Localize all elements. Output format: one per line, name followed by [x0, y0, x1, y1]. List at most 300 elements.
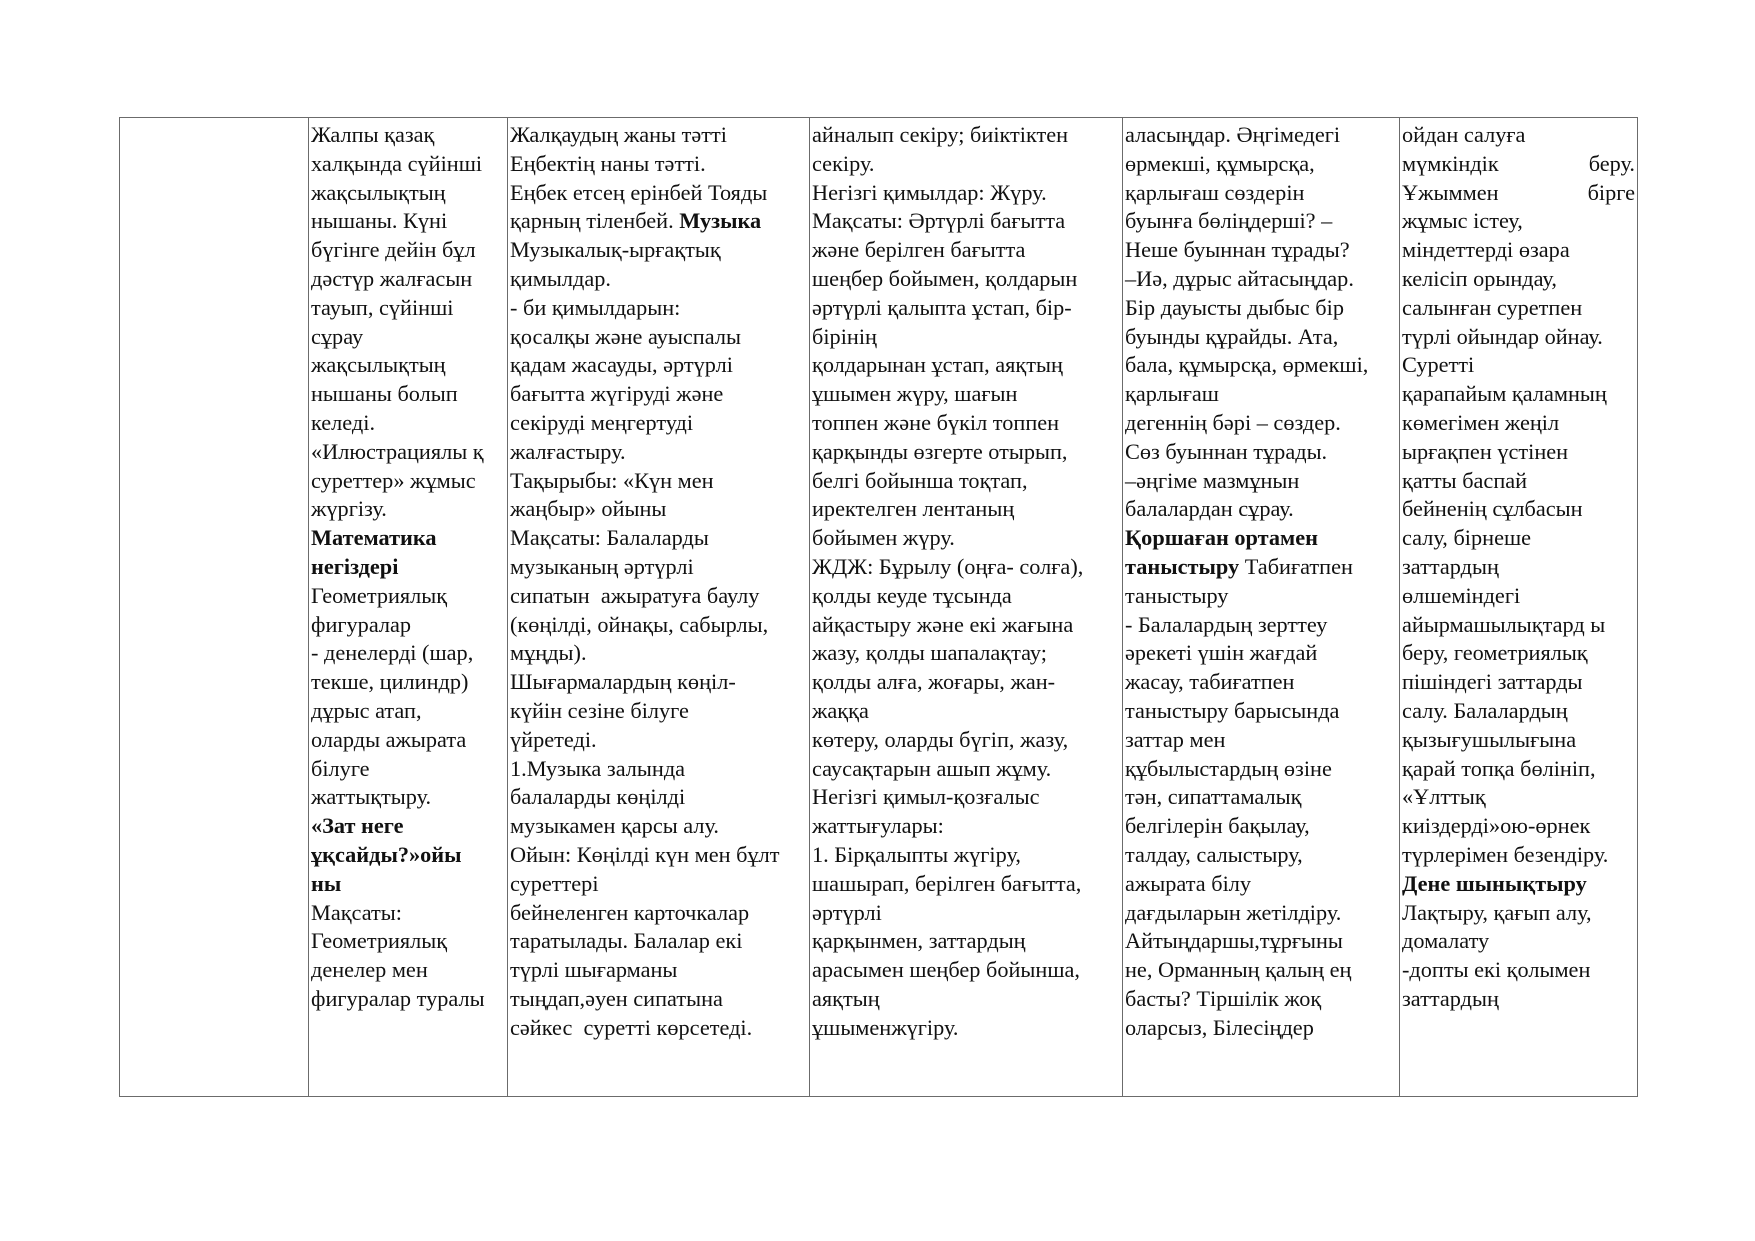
- text-segment: Ойын: Көңілді күн мен бұлт: [510, 841, 780, 867]
- text-line: [1402, 294, 1635, 323]
- text-segment: жақсылықтың: [311, 179, 446, 205]
- text-segment: аласыңдар. Әңгімедегі: [1125, 122, 1341, 147]
- text-segment: әртүрлі қалыпта ұстап, бір-: [812, 294, 1072, 320]
- text-segment: айырмашылықтард ы: [1402, 611, 1606, 637]
- text-segment: бала, құмырсқа, өрмекші,: [1125, 352, 1369, 378]
- text-line: [1402, 409, 1635, 438]
- text-line: [1402, 524, 1635, 553]
- text-line: [812, 150, 1120, 179]
- text-line: [1402, 265, 1635, 294]
- text-line: [812, 870, 1120, 899]
- text-line: [510, 207, 807, 236]
- text-segment: салу, бірнеше: [1402, 525, 1532, 551]
- text-segment: қатты баспай: [1402, 467, 1528, 493]
- text-segment: секіруді меңгертуді: [510, 409, 694, 435]
- text-line: [510, 438, 807, 467]
- lesson-plan-table: [119, 117, 1638, 1097]
- text-line: [510, 668, 807, 697]
- bold-text-segment: Математика: [311, 525, 437, 551]
- text-segment: буынды құрайды. Ата,: [1125, 323, 1339, 349]
- text-segment: бағытта жүгіруді және: [510, 381, 724, 407]
- text-line: [1402, 150, 1635, 179]
- text-segment: түрлі шығарманы: [510, 957, 678, 983]
- text-segment: Ұжыммен: [1402, 179, 1499, 205]
- text-segment: суреттер» жұмыс: [311, 467, 476, 493]
- text-line: [1125, 812, 1397, 841]
- text-line: [311, 668, 505, 697]
- text-segment: қызығушылығына: [1402, 726, 1577, 752]
- text-segment: жасау, табиғатпен: [1125, 669, 1295, 695]
- text-line: [311, 553, 505, 582]
- text-line: [510, 1014, 807, 1043]
- text-line: [1402, 438, 1635, 467]
- text-segment: қосалқы және ауыспалы: [510, 323, 741, 349]
- text-segment: таратылады. Балалар екі: [510, 928, 743, 954]
- text-line: [1402, 639, 1635, 668]
- text-segment: белгі бойынша тоқтап,: [812, 467, 1028, 493]
- text-line: [812, 697, 1120, 726]
- text-segment: әртүрлі: [812, 899, 882, 925]
- text-segment: жаққа: [812, 697, 869, 723]
- text-line: [1402, 553, 1635, 582]
- text-segment: мүмкіндік: [1402, 150, 1499, 176]
- text-segment: - Балалардың зерттеу: [1125, 611, 1328, 637]
- text-segment: фигуралар туралы: [311, 985, 485, 1011]
- text-segment: аяқтың: [812, 985, 880, 1011]
- text-line: [1402, 380, 1635, 409]
- text-segment: өрмекші, құмырсқа,: [1125, 150, 1315, 176]
- text-segment: қарай топқа бөлініп,: [1402, 755, 1596, 781]
- text-line: [311, 841, 505, 870]
- text-segment: мұңды).: [510, 640, 587, 666]
- text-segment: домалату: [1402, 928, 1490, 954]
- text-segment: текше, цилиндр): [311, 669, 469, 695]
- text-segment: (көңілді, ойнақы, сабырлы,: [510, 611, 769, 637]
- text-line: [311, 380, 505, 409]
- text-line: [311, 495, 505, 524]
- text-line: [1125, 524, 1397, 553]
- text-line: [510, 409, 807, 438]
- text-line: [311, 870, 505, 899]
- text-segment: ойдан салуға: [1402, 122, 1526, 147]
- text-segment: жүргізу.: [311, 496, 387, 522]
- text-segment: шашырап, берілген бағытта,: [812, 870, 1082, 896]
- text-segment: саусақтарын ашып жұму.: [812, 755, 1052, 781]
- text-line: [510, 524, 807, 553]
- text-line: [812, 179, 1120, 208]
- text-line: [1125, 495, 1397, 524]
- text-segment: беру.: [1588, 150, 1635, 176]
- text-segment: өлшеміндегі: [1402, 582, 1521, 608]
- text-line: [311, 639, 505, 668]
- text-line: [1402, 697, 1635, 726]
- text-line: [812, 438, 1120, 467]
- text-line: [510, 927, 807, 956]
- text-line: [1125, 639, 1397, 668]
- text-segment: таныстыру: [1125, 582, 1229, 608]
- text-segment: бойымен жүру.: [812, 525, 955, 551]
- table-cell-col3: [810, 118, 1123, 1097]
- text-line: [510, 956, 807, 985]
- text-line: [1125, 783, 1397, 812]
- text-line: [1125, 841, 1397, 870]
- text-segment: 1.Музыка залында: [510, 755, 686, 781]
- text-line: [311, 467, 505, 496]
- text-segment: дәстүр жалғасын: [311, 265, 473, 291]
- text-segment: нышаны. Күні: [311, 208, 448, 234]
- table-cell-col1: [309, 118, 508, 1097]
- text-segment: Геометриялық: [311, 928, 448, 954]
- text-segment: қарқынды өзгерте отырып,: [812, 438, 1068, 464]
- text-line: [510, 179, 807, 208]
- text-line: [510, 553, 807, 582]
- text-segment: пішіндегі заттарды: [1402, 669, 1583, 695]
- text-segment: қадам жасауды, әртүрлі: [510, 352, 733, 378]
- text-segment: Негізгі қимылдар: Жүру.: [812, 179, 1047, 205]
- text-line: [311, 351, 505, 380]
- text-line: [1125, 553, 1397, 582]
- text-segment: үйретеді.: [510, 726, 597, 752]
- text-line: [510, 639, 807, 668]
- text-segment: таныстыру барысында: [1125, 697, 1340, 723]
- text-line: [311, 611, 505, 640]
- text-line: [311, 323, 505, 352]
- bold-text-segment: Дене шынықтыру: [1402, 870, 1587, 896]
- text-segment: заттар мен: [1125, 726, 1226, 752]
- text-line: [1402, 985, 1635, 1014]
- text-line: [1125, 121, 1397, 150]
- text-segment: –Иә, дұрыс айтасыңдар.: [1125, 265, 1354, 291]
- text-line: [1125, 467, 1397, 496]
- text-segment: көмегімен жеңіл: [1402, 409, 1560, 435]
- text-line: [510, 697, 807, 726]
- text-segment: «Ұлттық: [1402, 784, 1486, 810]
- text-line: [812, 812, 1120, 841]
- text-segment: түрлерімен безендіру.: [1402, 841, 1609, 867]
- text-segment: Суретті: [1402, 352, 1475, 378]
- text-line: [1402, 899, 1635, 928]
- text-line: [311, 150, 505, 179]
- text-line: [1125, 1014, 1397, 1043]
- text-segment: жақсылықтың: [311, 352, 446, 378]
- bold-text-segment: таныстыру: [1125, 553, 1240, 579]
- text-line: [311, 783, 505, 812]
- text-segment: құбылыстардың өзіне: [1125, 755, 1332, 781]
- text-line: [1402, 812, 1635, 841]
- text-line: [812, 927, 1120, 956]
- text-segment: қолдарынан ұстап, аяқтың: [812, 352, 1063, 378]
- text-segment: әрекеті үшін жағдай: [1125, 640, 1318, 666]
- table-cell-col0: [120, 118, 309, 1097]
- text-segment: жалғастыру.: [510, 438, 626, 464]
- text-line: [1125, 438, 1397, 467]
- bold-text-segment: Музыка: [679, 208, 762, 234]
- text-line: [1125, 668, 1397, 697]
- text-line: [510, 265, 807, 294]
- text-segment: музыканың әртүрлі: [510, 553, 694, 579]
- text-segment: келеді.: [311, 409, 376, 435]
- text-line: [1125, 380, 1397, 409]
- text-segment: дұрыс атап,: [311, 697, 422, 723]
- text-segment: бүгінге дейін бұл: [311, 237, 476, 263]
- text-segment: «Илюстрациялы қ: [311, 438, 484, 464]
- text-segment: түрлі ойындар ойнау.: [1402, 323, 1603, 349]
- text-segment: дағдыларын жетілдіру.: [1125, 899, 1342, 925]
- text-segment: белгілерін бақылау,: [1125, 813, 1310, 839]
- text-line: [812, 524, 1120, 553]
- text-segment: сипатын ажыратуға баулу: [510, 582, 760, 608]
- text-segment: не, Орманның қалың ең: [1125, 957, 1352, 983]
- text-segment: шеңбер бойымен, қолдарын: [812, 265, 1078, 291]
- bold-text-segment: Қоршаған ортамен: [1125, 525, 1318, 551]
- text-line: [510, 985, 807, 1014]
- text-segment: жаңбыр» ойыны: [510, 496, 667, 522]
- text-segment: айқастыру және екі жағына: [812, 611, 1074, 637]
- text-line: [510, 323, 807, 352]
- bold-text-segment: ұқсайды?»ойы: [311, 841, 462, 867]
- text-line: [311, 121, 505, 150]
- text-line: [812, 841, 1120, 870]
- text-segment: -допты екі қолымен: [1402, 957, 1591, 983]
- text-line: [812, 294, 1120, 323]
- text-segment: қарлығаш сөздерін: [1125, 179, 1305, 205]
- text-line: [1402, 236, 1635, 265]
- text-line: [1402, 841, 1635, 870]
- text-line: [311, 956, 505, 985]
- text-segment: фигуралар: [311, 611, 412, 637]
- text-segment: Неше буыннан тұрады?: [1125, 237, 1350, 263]
- text-line: [510, 294, 807, 323]
- text-segment: оларды ажырата: [311, 726, 467, 752]
- text-segment: қарқынмен, заттардың: [812, 928, 1026, 954]
- text-segment: буынға бөліңдерші? –: [1125, 208, 1333, 234]
- text-line: [510, 236, 807, 265]
- text-line: [1402, 323, 1635, 352]
- text-line: [1125, 351, 1397, 380]
- text-segment: - денелерді (шар,: [311, 640, 474, 666]
- text-line: [812, 121, 1120, 150]
- text-segment: бейнеленген карточкалар: [510, 899, 750, 925]
- text-segment: Геометриялық: [311, 582, 448, 608]
- text-line: [1125, 927, 1397, 956]
- text-segment: Айтыңдаршы,тұрғыны: [1125, 928, 1343, 954]
- table-cell-col4: [1123, 118, 1400, 1097]
- text-line: [812, 639, 1120, 668]
- text-segment: тауып, сүйінші: [311, 294, 454, 320]
- text-segment: ырғақпен үстінен: [1402, 438, 1569, 464]
- text-line: [311, 726, 505, 755]
- text-segment: бейненің сұлбасын: [1402, 496, 1583, 522]
- text-segment: салынған суретпен: [1402, 294, 1583, 320]
- text-line: [510, 783, 807, 812]
- text-line: [311, 524, 505, 553]
- text-segment: Лақтыру, қағып алу,: [1402, 899, 1592, 925]
- text-line: [812, 207, 1120, 236]
- text-segment: талдау, салыстыру,: [1125, 841, 1303, 867]
- text-segment: қолды кеуде тұсында: [812, 582, 1012, 608]
- text-segment: жұмыс істеу,: [1402, 208, 1523, 234]
- text-line: [1125, 726, 1397, 755]
- text-segment: Мақсаты:: [311, 899, 402, 925]
- text-line: [812, 467, 1120, 496]
- text-segment: сәйкес суретті көрсетеді.: [510, 1014, 753, 1040]
- text-line: [1125, 294, 1397, 323]
- text-segment: салу. Балалардың: [1402, 697, 1568, 723]
- text-segment: заттардың: [1402, 985, 1499, 1011]
- text-line: [311, 697, 505, 726]
- text-line: [311, 265, 505, 294]
- text-line: [812, 265, 1120, 294]
- text-line: [812, 236, 1120, 265]
- text-segment: заттардың: [1402, 553, 1499, 579]
- text-line: [510, 899, 807, 928]
- text-segment: нышаны болып: [311, 381, 458, 407]
- text-line: [1125, 899, 1397, 928]
- text-line: [510, 495, 807, 524]
- text-line: [1125, 870, 1397, 899]
- text-segment: балалардан сұрау.: [1125, 496, 1294, 522]
- text-line: [812, 380, 1120, 409]
- bold-text-segment: негіздері: [311, 553, 399, 579]
- text-line: [812, 611, 1120, 640]
- text-segment: Жалқаудың жаны тәтті: [510, 122, 727, 147]
- text-segment: Еңбек етсең ерінбей Тояды: [510, 179, 768, 205]
- text-line: [311, 438, 505, 467]
- text-line: [812, 553, 1120, 582]
- text-segment: тән, сипаттамалық: [1125, 784, 1302, 810]
- text-line: [812, 956, 1120, 985]
- text-segment: бірінің: [812, 323, 877, 349]
- text-line: [311, 409, 505, 438]
- text-segment: жаттығулары:: [812, 813, 944, 839]
- text-segment: қимылдар.: [510, 265, 611, 291]
- text-line: [510, 150, 807, 179]
- text-line: [812, 323, 1120, 352]
- text-line: [1402, 179, 1635, 208]
- text-segment: ажырата білу: [1125, 870, 1252, 896]
- text-segment: музыкамен қарсы алу.: [510, 813, 719, 839]
- text-line: [1402, 495, 1635, 524]
- text-segment: Шығармалардың көңіл-: [510, 669, 736, 695]
- text-segment: Музыкалық-ырғақтық: [510, 237, 721, 263]
- text-segment: - би қимылдарын:: [510, 294, 681, 320]
- text-line: [812, 409, 1120, 438]
- text-segment: басты? Тіршілік жоқ: [1125, 985, 1322, 1011]
- text-line: [510, 380, 807, 409]
- text-segment: суреттері: [510, 870, 599, 896]
- text-line: [812, 582, 1120, 611]
- text-line: [311, 207, 505, 236]
- text-line: [1402, 351, 1635, 380]
- text-segment: Жалпы қазақ: [311, 122, 435, 147]
- text-segment: келісіп орындау,: [1402, 265, 1557, 291]
- text-line: [1402, 927, 1635, 956]
- text-line: [1402, 582, 1635, 611]
- text-line: [812, 495, 1120, 524]
- text-line: [510, 121, 807, 150]
- text-line: [1125, 179, 1397, 208]
- text-line: [1402, 207, 1635, 236]
- text-segment: секіру.: [812, 150, 875, 176]
- text-line: [1402, 726, 1635, 755]
- text-line: [1125, 956, 1397, 985]
- text-segment: балаларды көңілді: [510, 784, 686, 810]
- text-segment: Табиғатпен: [1239, 553, 1353, 579]
- text-line: [1125, 985, 1397, 1014]
- text-segment: Тақырыбы: «Күн мен: [510, 467, 714, 493]
- text-line: [311, 899, 505, 928]
- text-line: [311, 812, 505, 841]
- text-line: [311, 985, 505, 1014]
- text-line: [1402, 611, 1635, 640]
- bold-text-segment: «Зат неге: [311, 813, 404, 839]
- text-segment: көтеру, оларды бүгіп, жазу,: [812, 726, 1069, 752]
- text-line: [510, 351, 807, 380]
- text-segment: топпен және бүкіл топпен: [812, 409, 1060, 435]
- text-line: [812, 899, 1120, 928]
- text-segment: айналып секіру; биіктіктен: [812, 122, 1069, 147]
- text-line: [812, 668, 1120, 697]
- text-segment: оларсыз, Білесіңдер: [1125, 1014, 1314, 1040]
- text-line: [1125, 409, 1397, 438]
- text-segment: қарапайым қаламның: [1402, 381, 1607, 407]
- text-line: [510, 467, 807, 496]
- text-segment: күйін сезіне білуге: [510, 697, 689, 723]
- text-segment: сұрау: [311, 323, 364, 349]
- text-line: [812, 755, 1120, 784]
- text-line: [1125, 236, 1397, 265]
- text-segment: ЖДЖ: Бұрылу (оңға- солға),: [812, 553, 1084, 579]
- text-line: [510, 870, 807, 899]
- text-line: [1402, 668, 1635, 697]
- text-line: [1402, 467, 1635, 496]
- table-cell-col5: [1400, 118, 1638, 1097]
- text-segment: Сөз буыннан тұрады.: [1125, 438, 1328, 464]
- text-line: [1125, 265, 1397, 294]
- text-line: [812, 726, 1120, 755]
- text-segment: қарлығаш: [1125, 381, 1219, 407]
- text-line: [510, 726, 807, 755]
- text-line: [510, 611, 807, 640]
- text-segment: киіздерді»ою-өрнек: [1402, 813, 1591, 839]
- text-segment: арасымен шеңбер бойынша,: [812, 957, 1080, 983]
- text-line: [510, 582, 807, 611]
- text-line: [311, 755, 505, 784]
- text-segment: беру, геометриялық: [1402, 640, 1588, 666]
- bold-text-segment: ны: [311, 870, 342, 896]
- text-segment: жазу, қолды шапалақтау;: [812, 640, 1047, 666]
- text-segment: Мақсаты: Балаларды: [510, 525, 709, 551]
- text-line: [1125, 323, 1397, 352]
- text-segment: денелер мен: [311, 957, 428, 983]
- text-line: [1402, 121, 1635, 150]
- text-line: [812, 985, 1120, 1014]
- table-cell-col2: [508, 118, 810, 1097]
- text-line: [311, 927, 505, 956]
- text-line: [812, 783, 1120, 812]
- text-line: [1125, 755, 1397, 784]
- text-line: [812, 351, 1120, 380]
- text-segment: Негізгі қимыл-қозғалыс: [812, 784, 1040, 810]
- text-line: [1125, 150, 1397, 179]
- text-line: [311, 179, 505, 208]
- text-line: [1402, 755, 1635, 784]
- text-segment: білуге: [311, 755, 370, 781]
- text-segment: иректелген лентаның: [812, 496, 1015, 522]
- text-segment: ұшыменжүгіру.: [812, 1014, 959, 1040]
- text-segment: Еңбектің наны тәтті.: [510, 150, 706, 176]
- text-line: [1402, 956, 1635, 985]
